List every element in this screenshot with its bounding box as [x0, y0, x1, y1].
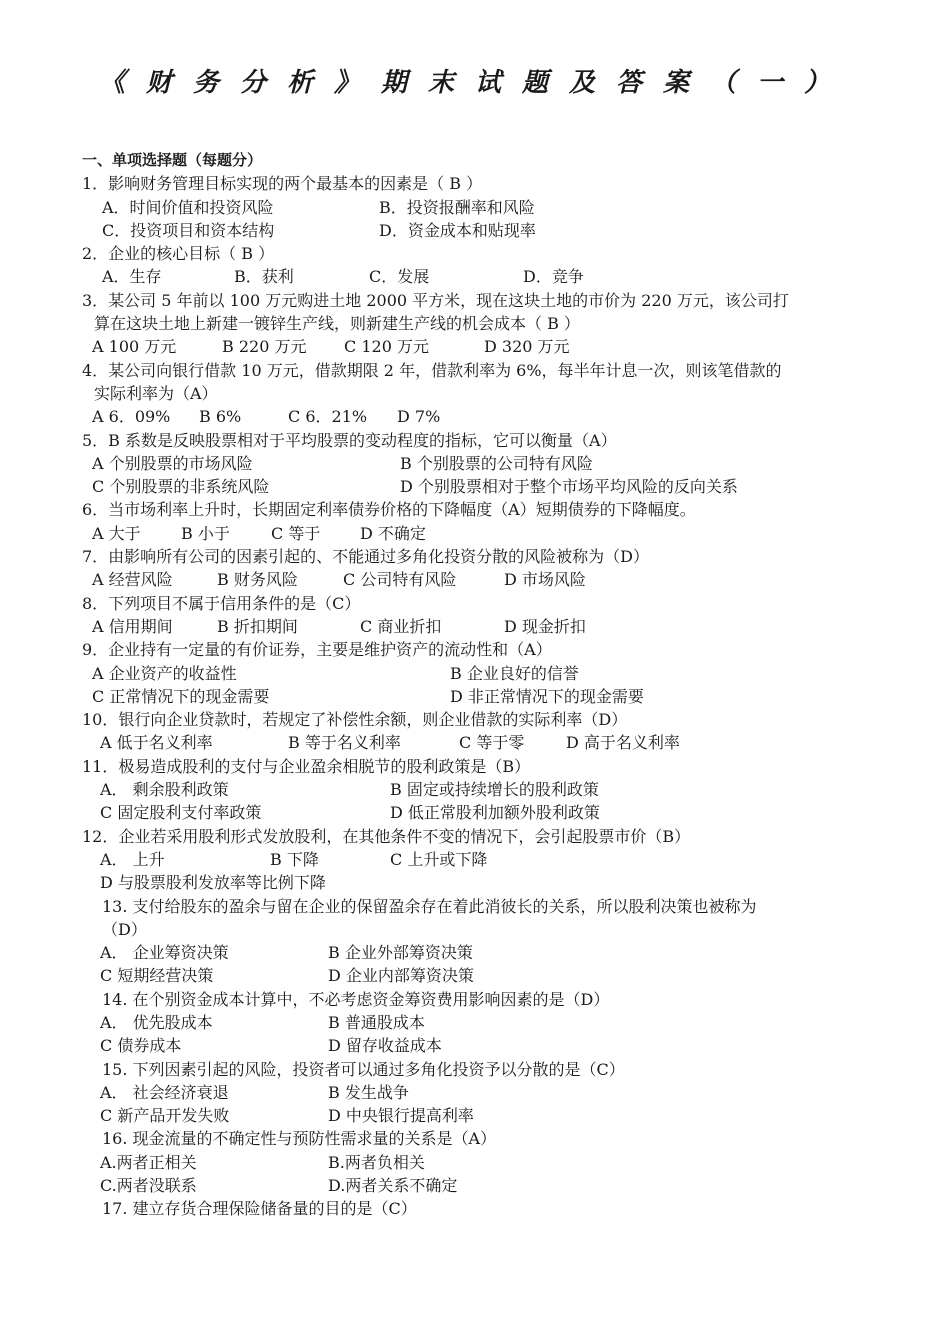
question-10: 10．银行向企业贷款时，若规定了补偿性余额，则企业借款的实际利率（D）: [82, 710, 628, 730]
option-d: D 非正常情况下的现金需要: [450, 686, 644, 706]
options-row: [82, 219, 872, 242]
option-d: D 7%: [397, 407, 441, 427]
options-row: [82, 405, 872, 428]
option-d: D 高于名义利率: [566, 733, 680, 753]
options-row: [82, 615, 872, 638]
question-7: 7．由影响所有公司的因素引起的、不能通过多角化投资分散的风险被称为（D）: [82, 547, 650, 567]
option-d: D．竞争: [523, 267, 584, 287]
options-row: [82, 196, 872, 219]
option-d: D 个别股票相对于整个市场平均风险的反向关系: [400, 477, 738, 497]
question-15: 15. 下列因素引起的风险，投资者可以通过多角化投资予以分散的是（C）: [102, 1059, 625, 1079]
option-d: D.两者关系不确定: [328, 1176, 458, 1196]
question-17: 17. 建立存货合理保险储备量的目的是（C）: [102, 1199, 417, 1219]
options-row: [82, 1104, 872, 1127]
option-c: C 新产品开发失败: [100, 1106, 230, 1126]
question-9: 9．企业持有一定量的有价证券，主要是维护资产的流动性和（A）: [82, 640, 552, 660]
option-c: C 短期经营决策: [100, 966, 214, 986]
option-b: B 折扣期间: [217, 616, 298, 636]
option-d: D 企业内部筹资决策: [328, 966, 474, 986]
option-b: B．获利: [234, 267, 294, 287]
question-1: 1．影响财务管理目标实现的两个最基本的因素是（ B ）: [82, 174, 483, 194]
options-row: [82, 475, 872, 498]
option-b: B 下降: [270, 849, 319, 869]
option-a: A 个别股票的市场风险: [92, 453, 253, 473]
question-list: [82, 149, 872, 1221]
question-4-continued: 实际利率为（A）: [94, 383, 218, 403]
option-b: B 企业良好的信誉: [450, 663, 579, 683]
option-a: A． 企业筹资决策: [100, 943, 229, 963]
options-row: [82, 778, 872, 801]
option-b: B.两者负相关: [328, 1152, 425, 1172]
option-d: D 现金折扣: [504, 616, 586, 636]
option-d: D．资金成本和贴现率: [379, 220, 536, 240]
question-4: 4．某公司向银行借款 10 万元，借款期限 2 年，借款利率为 6%，每半年计息一次，则该笔借款的: [82, 360, 782, 380]
section-heading: 一、单项选择题（每题分）: [82, 151, 263, 169]
options-row: [82, 731, 872, 754]
option-d: D 留存收益成本: [328, 1036, 442, 1056]
option-d: D 市场风险: [504, 570, 586, 590]
option-d: D 320 万元: [484, 337, 570, 357]
option-a: A 100 万元: [92, 337, 177, 357]
option-a: A． 剩余股利政策: [100, 780, 229, 800]
option-c: C 固定股利支付率政策: [100, 803, 262, 823]
option-a: A 信用期间: [92, 616, 173, 636]
option-b: B 个别股票的公司特有风险: [400, 453, 593, 473]
option-b: B 财务风险: [217, 570, 298, 590]
option-c: C 上升或下降: [390, 849, 488, 869]
option-c: C．投资项目和资本结构: [102, 220, 275, 240]
option-c: C 商业折扣: [360, 616, 442, 636]
question-16: 16. 现金流量的不确定性与预防性需求量的关系是（A）: [102, 1129, 497, 1149]
question-13: 13. 支付给股东的盈余与留在企业的保留盈余存在着此消彼长的关系，所以股利决策也被称为: [102, 896, 757, 916]
option-c: C 等于: [271, 523, 321, 543]
option-b: B 普通股成本: [328, 1012, 425, 1032]
option-c: C 等于零: [459, 733, 525, 753]
options-row: [82, 568, 872, 591]
option-c: C 120 万元: [344, 337, 429, 357]
question-12: 12．企业若采用股利形式发放股利，在其他条件不变的情况下，会引起股票市价（B）: [82, 826, 691, 846]
option-d: D 中央银行提高利率: [328, 1106, 474, 1126]
option-a: A 企业资产的收益性: [92, 663, 237, 683]
option-a: A． 社会经济衰退: [100, 1082, 229, 1102]
option-c: C 正常情况下的现金需要: [92, 686, 270, 706]
options-row: [82, 941, 872, 964]
option-b: B 固定或持续增长的股利政策: [390, 780, 599, 800]
option-a: A 6．09%: [92, 407, 171, 427]
option-d: D 不确定: [360, 523, 426, 543]
options-row: [82, 662, 872, 685]
options-row: [82, 1174, 872, 1197]
options-row: [82, 1034, 872, 1057]
options-row: [82, 848, 872, 871]
option-a: A 大于: [92, 523, 141, 543]
option-a: A．生存: [102, 267, 162, 287]
option-d: D 与股票股利发放率等比例下降: [100, 873, 326, 893]
question-2: 2．企业的核心目标（ B ）: [82, 244, 275, 264]
options-row: [82, 1151, 872, 1174]
option-a: A． 优先股成本: [100, 1012, 213, 1032]
options-row: [82, 1081, 872, 1104]
option-b: B 发生战争: [328, 1082, 409, 1102]
options-row: [82, 871, 872, 894]
option-a: A 经营风险: [92, 570, 173, 590]
options-row: [82, 265, 872, 288]
option-c: C 债券成本: [100, 1036, 182, 1056]
option-b: B．投资报酬率和风险: [379, 197, 535, 217]
option-b: B 220 万元: [222, 337, 307, 357]
question-3: 3．某公司 5 年前以 100 万元购进土地 2000 平方米，现在这块土地的市价为 220 万元，该公司打: [82, 290, 789, 310]
option-c: C.两者没联系: [100, 1176, 197, 1196]
option-b: B 等于名义利率: [288, 733, 401, 753]
option-b: B 小于: [181, 523, 230, 543]
option-c: C 公司特有风险: [343, 570, 457, 590]
question-14: 14. 在个别资金成本计算中，不必考虑资金筹资费用影响因素的是（D）: [102, 989, 610, 1009]
option-b: B 企业外部筹资决策: [328, 943, 473, 963]
options-row: [82, 1011, 872, 1034]
option-c: C．发展: [369, 267, 430, 287]
question-5: 5．Β 系数是反映股票相对于平均股票的变动程度的指标，它可以衡量（A）: [82, 430, 617, 450]
question-6: 6．当市场利率上升时，长期固定利率债券价格的下降幅度（A）短期债券的下降幅度。: [82, 500, 696, 520]
options-row: [82, 964, 872, 987]
option-a: A.两者正相关: [100, 1152, 197, 1172]
option-c: C 6．21%: [288, 407, 368, 427]
options-row: [82, 801, 872, 824]
options-row: [82, 335, 872, 358]
options-row: [82, 452, 872, 475]
question-8: 8．下列项目不属于信用条件的是（C）: [82, 593, 361, 613]
option-a: A． 上升: [100, 849, 165, 869]
question-11: 11．极易造成股利的支付与企业盈余相脱节的股利政策是（B）: [82, 756, 531, 776]
option-a: A 低于名义利率: [100, 733, 213, 753]
option-c: C 个别股票的非系统风险: [92, 477, 270, 497]
document-title: 《财务分析》期末试题及答案（一）: [98, 68, 851, 98]
options-row: [82, 685, 872, 708]
option-b: B 6%: [199, 407, 242, 427]
question-3-continued: 算在这块土地上新建一镀锌生产线，则新建生产线的机会成本（ B ）: [94, 314, 580, 334]
question-13-continued: （D）: [102, 919, 147, 939]
options-row: [82, 522, 872, 545]
option-a: A．时间价值和投资风险: [102, 197, 274, 217]
option-d: D 低正常股利加额外股利政策: [390, 803, 600, 823]
